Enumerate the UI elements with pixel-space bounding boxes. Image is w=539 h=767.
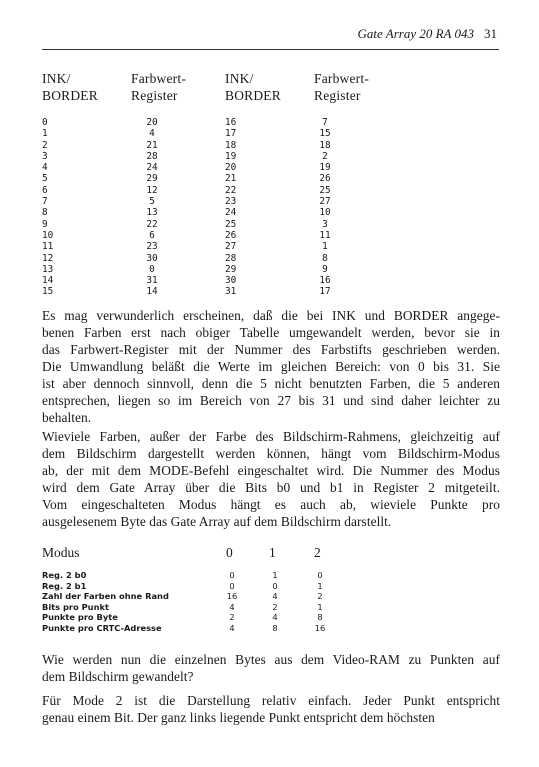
header-line: Register [314,88,361,103]
table-cell: 4 [149,128,155,140]
table-cell: 18 [319,139,331,151]
table-cell: 0 [272,580,278,591]
table-cell: 1 [322,241,328,253]
header-line: BORDER [225,88,281,103]
table-cell: 4 [272,591,278,602]
table-cell: 2 [42,139,48,151]
table-cell: 4 [229,622,235,633]
text-line: dem Bildschirm dargestellt werden können, hängt vom Bildschirm-Modus [42,446,500,461]
table-cell: 31 [146,275,158,287]
table-cell: 22 [225,184,237,196]
table-cell: 29 [225,263,237,275]
table-cell: 8 [317,612,323,623]
text-line: entsprechen, liegen so im Bereich von 27 bis 31 und sind daher leichter zu [42,393,500,408]
table-cell: 11 [319,229,331,241]
table-cell: 9 [42,218,48,230]
table-cell: 7 [322,117,328,128]
table-cell: 3 [322,218,328,230]
table1-header-register-right [314,70,369,104]
text-line: Vom eingeschalteten Modus hängt es auch ab, wieviele Punkte pro [42,497,500,512]
header-line: BORDER [42,88,98,103]
text-line: wird dem Gate Array über die Bits b0 und b1 in Register 2 mitgeteilt. [42,480,500,495]
table-cell: 26 [319,173,331,185]
table1-register-right-column [314,117,336,298]
table-cell: 15 [319,128,331,140]
table-cell: 1 [272,570,278,580]
table-cell: 25 [225,218,237,230]
text-line: benen Farben erst nach obiger Tabelle umgewandelt werden, bevor sie in [42,325,500,340]
text-line: genau einem Bit. Der ganz links liegende Punkt entspricht dem höchsten [42,710,435,725]
header-line: INK/ [42,71,71,86]
table1-header-ink-right [225,70,281,104]
table-cell: 23 [225,196,237,208]
table-cell: 4 [42,162,48,174]
text-line: dem Bildschirm gewandelt? [42,669,194,684]
header-line: Register [131,88,178,103]
table-cell: 20 [146,117,158,128]
table-cell: 9 [322,263,328,275]
table-cell: 5 [149,196,155,208]
table-cell: 2 [317,591,323,602]
table-cell: 15 [42,286,54,298]
table-cell: 27 [225,241,237,253]
table-cell: 27 [319,196,331,208]
table-cell: 3 [42,150,48,162]
table-cell: 16 [319,275,331,287]
table-cell: 0 [229,570,235,580]
table-cell: 11 [42,241,54,253]
table-cell: 21 [146,139,158,151]
table-cell: 6 [42,184,48,196]
table-cell: 10 [42,229,54,241]
table-cell: 28 [225,252,237,264]
table1-header-ink-left [42,70,98,104]
text-line: Wie werden nun die einzelnen Bytes aus dem Video-RAM zu Punkten auf [42,652,500,667]
table-cell: 30 [146,252,158,264]
table-cell: 12 [146,184,158,196]
table2-label: Modus [42,545,80,560]
running-header [357,26,497,42]
table-cell: 2 [229,612,235,623]
table-cell: 1 [317,601,323,612]
table-cell: 21 [225,173,237,185]
table-cell: 0 [149,263,155,275]
table-cell: 17 [225,128,237,140]
table2-col-1: 1 [269,545,276,560]
table2-col-2: 2 [314,545,321,560]
table-cell: 16 [314,622,326,633]
table-cell: 8 [322,252,328,264]
table-cell: 12 [42,252,54,264]
table-cell: 1 [317,580,323,591]
header-rule [42,49,499,50]
header-line: Farbwert- [131,71,187,86]
table-cell: 8 [272,622,278,633]
text-line: ausgelesenem Byte das Gate Array auf dem Bildschirm darstellt. [42,514,392,529]
table-cell: 23 [146,241,158,253]
table-cell: 25 [319,184,331,196]
table-cell: 19 [225,150,237,162]
header-line: Farbwert- [314,71,370,86]
table-cell: 13 [146,207,158,219]
table-cell: 31 [225,286,237,298]
table-cell: 29 [146,173,158,185]
row-label: Bits pro Punkt [42,601,109,612]
table-cell: 14 [146,286,158,298]
table-cell: 0 [229,580,235,591]
table-cell: 20 [225,162,237,174]
text-line: Es mag verwunderlich erscheinen, daß die bei INK und BORDER angege- [42,308,500,323]
table-cell: 16 [225,117,237,128]
text-line: das Farbwert-Register mit der Nummer des Farbstifts geschrieben werden. [42,342,500,357]
row-label: Punkte pro CRTC-Adresse [42,622,162,633]
table-cell: 22 [146,218,158,230]
table-cell: 17 [319,286,331,298]
table1-ink-right-column [225,117,236,298]
table-cell: 2 [322,150,328,162]
table-cell: 10 [319,207,331,219]
table-cell: 7 [42,196,48,208]
table-cell: 26 [225,229,237,241]
table-cell: 2 [272,601,278,612]
table-cell: 18 [225,139,237,151]
table1-header-register-left [131,70,186,104]
table-cell: 0 [42,117,48,128]
table-cell: 6 [149,229,155,241]
table-cell: 8 [42,207,48,219]
table-cell: 1 [42,128,48,140]
paragraph-mode2 [42,692,500,726]
header-line: INK/ [225,71,254,86]
running-header-title: Gate Array 20 RA 043 [357,26,474,41]
text-line: Die Umwandlung beläßt die Werte im gleichen Bereich: von 0 bis 31. Sie [42,359,500,374]
table-cell: 28 [146,150,158,162]
row-label: Reg. 2 b0 [42,570,87,580]
table-cell: 4 [272,612,278,623]
table-cell: 19 [319,162,331,174]
table-cell: 14 [42,275,54,287]
row-label: Zahl der Farben ohne Rand [42,591,169,602]
paragraph-question [42,651,500,685]
paragraph-conversion [42,307,500,426]
table1-ink-left-column [42,117,53,298]
text-line: behalten. [42,410,92,425]
table-cell: 0 [317,570,323,580]
text-line: ab, der mit dem MODE-Befehl eingeschaltet wird. Die Nummer des Modus [42,463,500,478]
table-cell: 16 [226,591,238,602]
page-number: 31 [484,26,497,41]
row-label: Punkte pro Byte [42,612,118,623]
table-cell: 5 [42,173,48,185]
paragraph-colors-mode [42,428,500,530]
row-label: Reg. 2 b1 [42,580,87,591]
table2-col-0: 0 [226,545,233,560]
table-cell: 30 [225,275,237,287]
table-cell: 24 [146,162,158,174]
table-cell: 13 [42,263,54,275]
text-line: Für Mode 2 ist die Darstellung relativ einfach. Jeder Punkt entspricht [42,693,500,708]
text-line: Wieviele Farben, außer der Farbe des Bildschirm-Rahmens, gleichzeitig auf [42,429,500,444]
table-cell: 4 [229,601,235,612]
table1-register-left-column [138,117,166,298]
table-cell: 24 [225,207,237,219]
text-line: ist aber dennoch sinnvoll, denn die 5 nicht benutzten Farben, die 5 anderen [42,376,500,391]
